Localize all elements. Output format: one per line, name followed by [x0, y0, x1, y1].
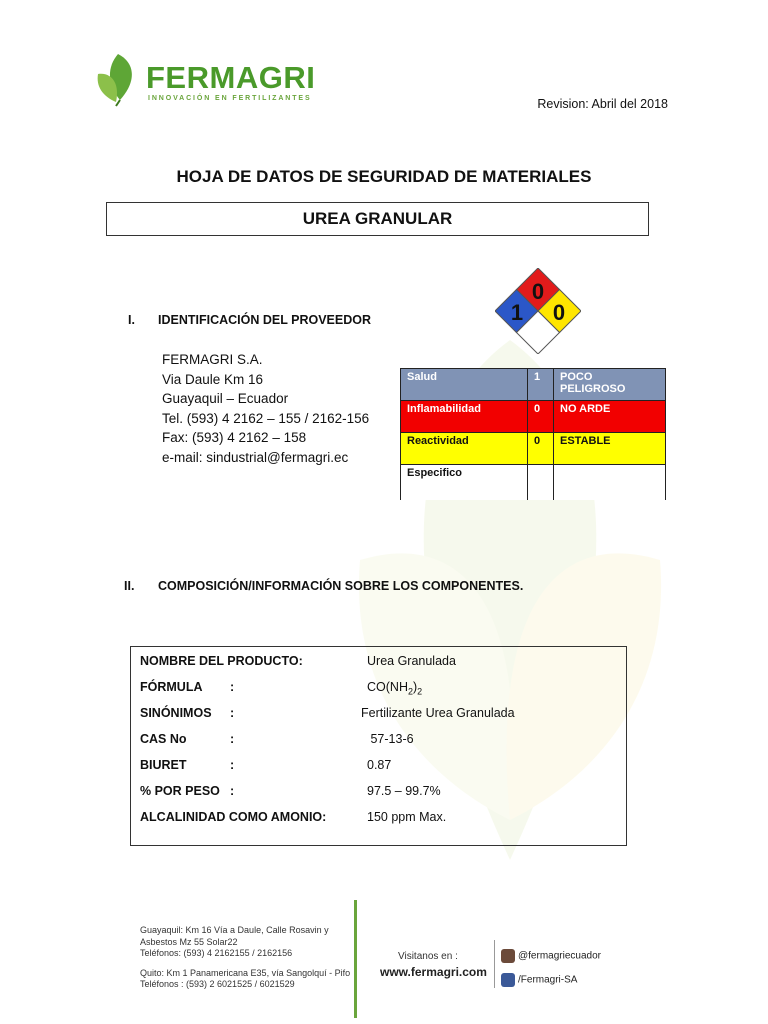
hazard-label: Especifico: [401, 465, 528, 501]
document-title: HOJA DE DATOS DE SEGURIDAD DE MATERIALES: [176, 167, 592, 186]
table-row: [401, 401, 666, 433]
footer-line: Quito: Km 1 Panamericana E35, vía Sangolquí - Pifo: [140, 967, 351, 978]
facebook-link[interactable]: [501, 973, 577, 987]
footer-divider: [354, 900, 357, 1018]
address-line: Tel. (593) 4 2162 – 155 / 2162-156: [162, 410, 370, 426]
composition-label: NOMBRE DEL PRODUCTO:: [140, 654, 303, 668]
instagram-handle: @fermagriecuador: [518, 950, 601, 962]
formula-value: [367, 680, 422, 697]
composition-colon: :: [230, 758, 235, 772]
supplier-address: [162, 350, 369, 467]
footer-line: Asbestos Mz 55 Solar22: [140, 936, 238, 947]
composition-value: 0.87: [367, 758, 392, 772]
hazard-value: 0: [528, 401, 554, 433]
composition-label: FÓRMULA: [140, 680, 203, 694]
hazard-description: [554, 465, 666, 501]
table-row: [401, 465, 666, 501]
formula-part: CO(NH: [367, 680, 408, 694]
address-line: e-mail: sindustrial@fermagri.ec: [162, 449, 349, 465]
composition-box: [130, 646, 627, 846]
hazard-description: POCO PELIGROSO: [554, 369, 666, 401]
nfpa-diamond: [495, 268, 581, 354]
composition-value: 57-13-6: [367, 732, 414, 746]
hazard-table: [400, 368, 666, 500]
composition-value: 97.5 – 99.7%: [367, 784, 441, 798]
fermagri-logo: [94, 52, 316, 107]
address-line: Via Daule Km 16: [162, 371, 264, 387]
composition-value: Urea Granulada: [367, 654, 456, 668]
footer-line: Teléfonos: (593) 4 2162155 / 2162156: [140, 948, 293, 958]
address-line: Guayaquil – Ecuador: [162, 391, 289, 406]
section-1-title: IDENTIFICACIÓN DEL PROVEEDOR: [158, 313, 371, 327]
leaf-logo-icon: [94, 52, 144, 107]
formula-subscript: 2: [407, 686, 413, 697]
section-1-number: I.: [128, 313, 135, 327]
facebook-handle: /Fermagri-SA: [518, 974, 578, 986]
composition-colon: :: [230, 706, 235, 720]
composition-colon: :: [230, 784, 235, 798]
hazard-description: ESTABLE: [554, 433, 666, 465]
hazard-value: 0: [528, 433, 554, 465]
composition-colon: :: [230, 732, 235, 746]
product-name: UREA GRANULAR: [106, 202, 649, 236]
hazard-label: Reactividad: [401, 433, 528, 465]
footer-addresses: [140, 925, 350, 991]
hazard-description: NO ARDE: [554, 401, 666, 433]
composition-label: ALCALINIDAD COMO AMONIO:: [140, 810, 327, 824]
section-2-number: II.: [124, 579, 135, 593]
composition-label: CAS No: [140, 732, 187, 746]
footer-line: Guayaquil: Km 16 Vía a Daule, Calle Rosavin y: [140, 925, 329, 935]
address-line: Fax: (593) 4 2162 – 158: [162, 430, 307, 445]
brand-tagline: INNOVACIÓN EN FERTILIZANTES: [148, 95, 312, 102]
footer-line: Teléfonos : (593) 2 6021525 / 6021529: [140, 979, 295, 989]
formula-part: ): [412, 680, 418, 694]
composition-label: % POR PESO: [140, 784, 220, 798]
brand-name: FERMAGRI: [146, 60, 316, 95]
hazard-label: Salud: [401, 369, 528, 401]
composition-label: SINÓNIMOS: [140, 706, 212, 720]
table-row: [401, 369, 666, 401]
address-line: FERMAGRI S.A.: [162, 352, 263, 367]
instagram-icon: [501, 949, 515, 963]
hazard-value: 1: [528, 369, 554, 401]
instagram-link[interactable]: [501, 949, 601, 963]
facebook-icon: [501, 973, 515, 987]
section-2-title: COMPOSICIÓN/INFORMACIÓN SOBRE LOS COMPONENTES.: [158, 579, 524, 593]
hazard-label: Inflamabilidad: [401, 401, 528, 433]
composition-value: Fertilizante Urea Granulada: [361, 706, 515, 720]
hazard-value: [528, 465, 554, 501]
table-row: [401, 433, 666, 465]
composition-colon: :: [230, 680, 235, 694]
formula-subscript: 2: [417, 686, 423, 697]
visit-label: Visitanos en :: [398, 951, 458, 962]
health-value: 1: [510, 300, 524, 325]
composition-label: BIURET: [140, 758, 187, 772]
reactivity-value: 0: [552, 300, 566, 325]
revision-date: Revision: Abril del 2018: [537, 97, 668, 111]
composition-value: 150 ppm Max.: [367, 810, 447, 824]
flammability-value: 0: [531, 279, 545, 304]
website-link[interactable]: www.fermagri.com: [380, 965, 487, 979]
footer-divider-small: [494, 940, 495, 988]
